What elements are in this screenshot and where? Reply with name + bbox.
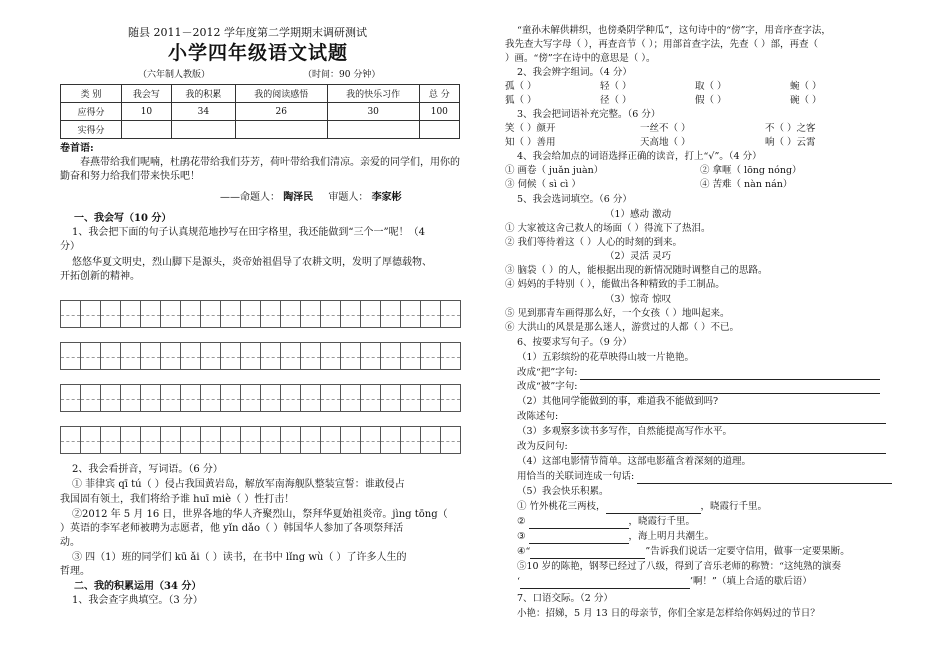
fill-sentence: ⑤ 见到那青车画得那么好，一个女孩（ ）地叫起来。 [505, 308, 730, 319]
writing-grid-cell[interactable] [440, 384, 461, 412]
question-r6: 6、按要求写句子。（9 分） [517, 337, 632, 348]
score-cell: 10 [122, 103, 172, 121]
rewrite-line [517, 410, 886, 424]
grid-guide-line [61, 441, 80, 442]
grid-guide-line [321, 357, 340, 358]
score-header-cell: 类 别 [61, 85, 122, 103]
grid-guide-line [381, 357, 400, 358]
score-table [60, 84, 460, 139]
writing-grid-cell[interactable] [280, 384, 301, 412]
grid-guide-line [281, 399, 300, 400]
reviewer-prefix: 审题人： [328, 192, 369, 203]
grid-guide-line [401, 315, 420, 316]
writing-grid-cell[interactable] [140, 426, 161, 454]
grid-guide-line [61, 315, 80, 316]
xiehouyu-line-cont [517, 575, 812, 589]
grid-guide-line [421, 315, 440, 316]
word-item: 碗（ ） [790, 95, 822, 106]
writing-grid-cell[interactable] [100, 384, 121, 412]
writing-grid-cell[interactable] [280, 342, 301, 370]
dict-question-end: ）画。“傍”字在诗中的意思是（ ）。 [505, 53, 656, 64]
word-choice: （3）惊奇 惊叹 [605, 294, 672, 305]
writing-grid-cell[interactable] [260, 300, 281, 328]
section2-heading: 二、我的积累运用（34 分） [74, 581, 202, 592]
writing-grid-cell[interactable] [80, 384, 101, 412]
author-name: 陶泽民 [283, 192, 314, 203]
idiom-item: 天高地（ ） [640, 137, 691, 148]
grid-guide-line [341, 399, 360, 400]
writing-grid-cell[interactable] [340, 384, 361, 412]
writing-grid-cell[interactable] [420, 342, 441, 370]
idiom-item: 笑（ ）颜开 [505, 123, 556, 134]
grid-guide-line [221, 399, 240, 400]
rewrite-label: 改为反问句: [517, 441, 568, 452]
grid-guide-line [201, 399, 220, 400]
answer-blank[interactable] [561, 412, 886, 424]
grid-guide-line [341, 315, 360, 316]
writing-grid-cell[interactable] [240, 384, 261, 412]
writing-grid-cell[interactable] [60, 300, 81, 328]
writing-grid-cell[interactable] [260, 384, 281, 412]
grid-guide-line [201, 315, 220, 316]
writing-grid-cell[interactable] [160, 426, 181, 454]
grid-guide-line [81, 441, 100, 442]
grid-guide-line [61, 399, 80, 400]
writing-grid-cell[interactable] [420, 300, 441, 328]
word-item: 假（ ） [695, 95, 727, 106]
idiom-item: 不（ ）之客 [765, 123, 816, 134]
answer-blank[interactable] [571, 442, 886, 454]
writing-grid-cell[interactable] [160, 342, 181, 370]
copy-passage: 悠悠华夏文明史，烈山脚下是源头，炎帝始祖倡导了农耕文明，发明了厚德载物、 [72, 257, 432, 268]
preface-text: 春燕带给我们呢喃，杜鹃花带给我们芬芳，荷叶带给我们清凉。亲爱的同学们，用你的勤奋和努力给我们带来快乐吧！ [60, 157, 460, 182]
writing-grid-cell[interactable] [140, 384, 161, 412]
writing-grid-cell[interactable] [200, 384, 221, 412]
pinyin-item: ① 画卷（ juǎn juàn） [505, 165, 604, 176]
poem-text: ，海上明月共潮生。 [628, 531, 715, 542]
accumulate-prompt: （5）我会快乐积累。 [517, 486, 609, 497]
grid-guide-line [141, 315, 160, 316]
rewrite-line [517, 470, 892, 484]
idiom-item: 一丝不（ ） [640, 123, 691, 134]
writing-grid-cell[interactable] [320, 384, 341, 412]
score-input-cell[interactable] [171, 121, 235, 139]
idiom-row [505, 136, 816, 150]
writing-grid-cell[interactable] [220, 300, 241, 328]
grid-guide-line [361, 315, 380, 316]
writing-grid-cell[interactable] [300, 342, 321, 370]
grid-guide-line [321, 441, 340, 442]
answer-blank[interactable] [580, 368, 880, 380]
score-input-cell[interactable] [419, 121, 459, 139]
fill-sentence: ④ 妈妈的手特别（ ），能做出各种精致的手工制品。 [505, 279, 725, 290]
writing-grid-cell[interactable] [80, 300, 101, 328]
grid-guide-line [141, 357, 160, 358]
grid-guide-line [261, 441, 280, 442]
rewrite-line [517, 440, 886, 454]
score-cell: 34 [171, 103, 235, 121]
score-header-cell: 我会写 [122, 85, 172, 103]
writing-grid-cell[interactable] [300, 426, 321, 454]
grid-guide-line [181, 441, 200, 442]
writing-grid-cell[interactable] [100, 300, 121, 328]
grid-guide-line [161, 357, 180, 358]
writing-grid-cell[interactable] [440, 426, 461, 454]
grid-guide-line [141, 399, 160, 400]
writing-grid-cell[interactable] [120, 342, 141, 370]
writing-grid-row[interactable] [60, 384, 462, 414]
score-input-cell[interactable] [122, 121, 172, 139]
pinyin-row [505, 178, 792, 192]
question-r2: 2、我会辨字组词。（4 分） [517, 67, 632, 78]
grid-guide-line [81, 357, 100, 358]
writing-grid-cell[interactable] [180, 342, 201, 370]
writing-grid-cell[interactable] [340, 342, 361, 370]
grid-guide-line [101, 441, 120, 442]
word-item: 径（ ） [600, 95, 632, 106]
answer-blank[interactable] [580, 382, 880, 394]
writing-grid-cell[interactable] [180, 426, 201, 454]
grid-guide-line [361, 357, 380, 358]
writing-grid-cell[interactable] [80, 426, 101, 454]
grid-guide-line [401, 441, 420, 442]
grid-guide-line [441, 315, 460, 316]
rewrite-prompt: （4）这部电影情节简单。这部电影蕴含着深刻的道理。 [517, 456, 752, 467]
grid-guide-line [181, 357, 200, 358]
writing-grid-cell[interactable] [220, 384, 241, 412]
section2-q1: 1、我会查字典填空。（3 分） [72, 595, 203, 606]
writing-grid-cell[interactable] [340, 426, 361, 454]
grid-guide-line [441, 441, 460, 442]
rewrite-line [517, 366, 880, 380]
question-r3: 3、我会把词语补充完整。（6 分） [517, 109, 661, 120]
score-cell: 100 [419, 103, 459, 121]
grid-guide-line [161, 441, 180, 442]
writing-grid-cell[interactable] [160, 300, 181, 328]
pinyin-row [505, 164, 802, 178]
grid-guide-line [81, 315, 100, 316]
writing-grid-cell[interactable] [100, 426, 121, 454]
question-r4: 4、我会给加点的词语选择正确的读音，打上“√”。（4 分） [517, 151, 762, 162]
grid-guide-line [341, 441, 360, 442]
writing-grid-row[interactable] [60, 426, 462, 456]
word-item: 蜿（ ） [790, 81, 822, 92]
grid-guide-line [241, 357, 260, 358]
grid-guide-line [281, 357, 300, 358]
grid-guide-line [81, 399, 100, 400]
grid-guide-line [181, 315, 200, 316]
writing-grid-cell[interactable] [240, 426, 261, 454]
preface-label: 卷首语: [60, 143, 94, 154]
writing-grid-cell[interactable] [380, 426, 401, 454]
writing-grid-cell[interactable] [360, 426, 381, 454]
writing-grid-cell[interactable] [380, 342, 401, 370]
pinyin-item: ④ 苦难（ nàn nán） [700, 179, 793, 190]
dict-question: “童孙未解供耕织，也傍桑阴学种瓜”，这句诗中的“傍”字，用音序查字法， [517, 25, 831, 36]
grid-guide-line [61, 357, 80, 358]
score-input-cell[interactable] [327, 121, 419, 139]
edition-label: （六年制人教版） [138, 70, 211, 80]
exam-header: 随县 2011－2012 学年度第二学期期末调研测试 [128, 26, 367, 39]
xiehouyu-line: ⑤10 岁的陈艳，钢琴已经过了八级，得到了音乐老师的称赞：“这纯熟的演奏 [517, 561, 841, 572]
score-row-label: 应得分 [61, 103, 122, 121]
writing-grid-cell[interactable] [400, 384, 421, 412]
poem-text: ，晓霞行千里。 [700, 501, 768, 512]
writing-grid-cell[interactable] [200, 426, 221, 454]
proverb-text: ”告诉我们说话一定要守信用，做事一定要果断。 [645, 546, 850, 557]
score-table-row [61, 103, 460, 121]
idiom-item: 响（ ）云霄 [765, 137, 816, 148]
score-cell: 30 [327, 103, 419, 121]
writing-grid-cell[interactable] [60, 342, 81, 370]
score-header-cell: 我的积累 [171, 85, 235, 103]
question-r5: 5、我会选词填空。（6 分） [517, 194, 632, 205]
grid-guide-line [381, 315, 400, 316]
signature-prefix: ——命题人： [220, 192, 280, 203]
grid-guide-line [161, 315, 180, 316]
answer-blank[interactable] [637, 472, 892, 484]
writing-grid-cell[interactable] [200, 300, 221, 328]
grid-guide-line [281, 441, 300, 442]
poem-line: ③ ，海上明月共潮生。 [517, 531, 715, 542]
score-table-row [61, 121, 460, 139]
writing-grid-cell[interactable] [420, 426, 441, 454]
grid-guide-line [261, 315, 280, 316]
grid-guide-line [421, 357, 440, 358]
score-row-label: 实得分 [61, 121, 122, 139]
grid-guide-line [261, 399, 280, 400]
word-choice: （1）感动 激动 [605, 209, 672, 220]
grid-guide-line [301, 441, 320, 442]
writing-grid-cell[interactable] [60, 384, 81, 412]
writing-grid-cell[interactable] [260, 342, 281, 370]
word-row [505, 80, 822, 94]
writing-grid-row[interactable] [60, 300, 462, 330]
writing-grid-cell[interactable] [420, 384, 441, 412]
score-table-header [61, 85, 460, 103]
word-item: 孤（ ） [505, 81, 537, 92]
grid-guide-line [301, 315, 320, 316]
xiehouyu-text: ’啊！”（填上合适的歇后语） [690, 576, 812, 587]
preface-signature [220, 191, 402, 205]
grid-guide-line [241, 399, 260, 400]
answer-blank[interactable] [606, 502, 701, 514]
rewrite-line [517, 380, 880, 394]
word-row [505, 94, 822, 108]
grid-guide-line [201, 441, 220, 442]
grid-guide-line [301, 357, 320, 358]
question-2-s3-cont: 哲理。 [60, 566, 90, 577]
grid-guide-line [361, 441, 380, 442]
writing-grid-cell[interactable] [360, 300, 381, 328]
writing-grid-cell[interactable] [360, 342, 381, 370]
writing-grid-cell[interactable] [60, 426, 81, 454]
writing-grid-cell[interactable] [140, 300, 161, 328]
writing-grid-cell[interactable] [160, 384, 181, 412]
xiehouyu-prefix: ‘ [517, 576, 521, 587]
pinyin-item: ② 拿咂（ lōng nóng） [700, 165, 802, 176]
grid-guide-line [381, 441, 400, 442]
writing-grid-cell[interactable] [180, 384, 201, 412]
writing-grid-cell[interactable] [400, 342, 421, 370]
rewrite-prompt: （2）其他同学能做到的事，难道我不能做到吗? [517, 396, 719, 407]
grid-guide-line [121, 357, 140, 358]
score-input-cell[interactable] [235, 121, 327, 139]
grid-guide-line [381, 399, 400, 400]
grid-guide-line [101, 399, 120, 400]
grid-guide-line [261, 357, 280, 358]
writing-grid-cell[interactable] [240, 300, 261, 328]
writing-grid-cell[interactable] [320, 342, 341, 370]
grid-guide-line [401, 357, 420, 358]
copy-passage-cont: 开拓创新的精神。 [60, 271, 140, 282]
grid-guide-line [441, 399, 460, 400]
writing-grid-cell[interactable] [320, 426, 341, 454]
reviewer-name: 李家彬 [371, 192, 402, 203]
idiom-item: 知（ ）善用 [505, 137, 556, 148]
grid-guide-line [101, 357, 120, 358]
writing-grid-cell[interactable] [240, 342, 261, 370]
score-cell: 26 [235, 103, 327, 121]
writing-grid-cell[interactable] [120, 384, 141, 412]
grid-guide-line [161, 399, 180, 400]
score-header-cell: 我的阅读感悟 [235, 85, 327, 103]
writing-grid-cell[interactable] [180, 300, 201, 328]
question-r7: 7、口语交际。（2 分） [517, 593, 613, 604]
fill-sentence: ③ 脑袋（ ）的人，能根据出现的新情况随时调整自己的思路。 [505, 265, 768, 276]
grid-guide-line [221, 357, 240, 358]
grid-guide-line [441, 357, 460, 358]
writing-grid-cell[interactable] [220, 426, 241, 454]
rewrite-label: 用恰当的关联词连成一句话: [517, 471, 635, 482]
question-2-s3: ③ 四（1）班的同学们 kū ǎi（ ）读书，在书中 lǐng wù（ ）了许多人生的 [72, 552, 407, 563]
writing-grid-cell[interactable] [400, 426, 421, 454]
writing-grid-cell[interactable] [300, 384, 321, 412]
writing-grid-cell[interactable] [140, 342, 161, 370]
writing-grid-cell[interactable] [120, 426, 141, 454]
dialogue-text: 小艳：招娣，5 月 13 日的母亲节，你们全家是怎样给你妈妈过的节日？ [517, 608, 820, 619]
writing-grid-row[interactable] [60, 342, 462, 372]
question-1-cont: 分） [60, 241, 80, 252]
grid-guide-line [241, 315, 260, 316]
rewrite-label: 改成“把”字句: [517, 367, 578, 378]
grid-guide-line [301, 399, 320, 400]
writing-grid-cell[interactable] [340, 300, 361, 328]
grid-guide-line [241, 441, 260, 442]
answer-blank[interactable] [530, 547, 645, 559]
question-2-s2-end: 动。 [60, 537, 80, 548]
writing-grid-cell[interactable] [280, 426, 301, 454]
rewrite-prompt: （3）多观察多读书多写作，自然能提高写作水平。 [517, 426, 733, 437]
grid-guide-line [221, 441, 240, 442]
proverb-line [517, 545, 850, 559]
answer-blank[interactable] [520, 577, 690, 589]
question-2-s1: ① 菲律宾 qī tú（ ）侵占我国黄岩岛，解放军南海舰队整装宣誓：谁敢侵占 [72, 479, 405, 490]
poem-text: ，晓霞行千里。 [628, 516, 696, 527]
section1-heading: 一、我会写（10 分） [74, 213, 172, 224]
writing-grid-cell[interactable] [360, 384, 381, 412]
grid-guide-line [121, 399, 140, 400]
writing-grid-cell[interactable] [400, 300, 421, 328]
grid-guide-line [121, 441, 140, 442]
fill-sentence: ① 大家被这舍己救人的场面（ ）得流下了热泪。 [505, 223, 711, 234]
grid-guide-line [201, 357, 220, 358]
grid-guide-line [421, 399, 440, 400]
grid-guide-line [181, 399, 200, 400]
grid-guide-line [341, 357, 360, 358]
exam-title: 小学四年级语文试题 [168, 42, 349, 64]
proverb-prefix: ④“ [517, 546, 531, 557]
poem-line: ② ，晓霞行千里。 [517, 516, 696, 527]
rewrite-label: 改陈述句: [517, 411, 559, 422]
grid-guide-line [221, 315, 240, 316]
grid-guide-line [321, 399, 340, 400]
score-header-cell: 总 分 [419, 85, 459, 103]
rewrite-prompt: （1）五彩缤纷的花草映得山坡一片艳艳。 [517, 352, 695, 363]
poem-text: ① 竹外桃花三两枝， [517, 501, 606, 512]
writing-grid-cell[interactable] [280, 300, 301, 328]
writing-grid-cell[interactable] [100, 342, 121, 370]
writing-grid-cell[interactable] [320, 300, 341, 328]
writing-grid-cell[interactable] [260, 426, 281, 454]
grid-guide-line [101, 315, 120, 316]
answer-blank[interactable] [529, 517, 629, 529]
word-choice: （2）灵活 灵巧 [605, 251, 672, 262]
writing-grid-cell[interactable] [440, 342, 461, 370]
question-2-s2: ②2012 年 5 月 16 日，世界各地的华人齐聚烈山，祭拜华夏始祖炎帝。jìng tōng（ [72, 509, 448, 520]
writing-grid-cell[interactable] [120, 300, 141, 328]
writing-grid-cell[interactable] [300, 300, 321, 328]
grid-guide-line [121, 315, 140, 316]
question-1: 1、我会把下面的句子认真规范地抄写在田字格里，我还能做到“三个一”呢！（4 [72, 227, 425, 238]
time-label: （时间：90 分钟） [303, 70, 381, 80]
word-item: 轻（ ） [600, 81, 632, 92]
answer-blank[interactable] [529, 532, 629, 544]
grid-guide-line [421, 441, 440, 442]
grid-guide-line [321, 315, 340, 316]
writing-grid-cell[interactable] [380, 384, 401, 412]
writing-grid-cell[interactable] [200, 342, 221, 370]
word-item: 取（ ） [695, 81, 727, 92]
dict-question-cont: 我先查大写字母（ ），再查音节（ ）；用部首查字法，先查（ ）部，再查（ [505, 39, 819, 50]
question-2: 2、我会看拼音，写词语。（6 分） [72, 464, 223, 475]
idiom-row [505, 122, 816, 136]
fill-sentence: ② 我们等待着这（ ）人心的时刻的到来。 [505, 237, 683, 248]
grid-guide-line [361, 399, 380, 400]
rewrite-label: 改成“被”字句: [517, 381, 578, 392]
pinyin-item: ③ 伺候（ sì cì ） [505, 179, 581, 190]
writing-grid-cell[interactable] [440, 300, 461, 328]
question-2-s1-cont: 我国固有领土，我们将给予谁 huī miè（ ）性打击！ [60, 494, 295, 505]
writing-grid-cell[interactable] [380, 300, 401, 328]
word-item: 狐（ ） [505, 95, 537, 106]
writing-grid-cell[interactable] [80, 342, 101, 370]
grid-guide-line [401, 399, 420, 400]
writing-grid-cell[interactable] [220, 342, 241, 370]
poem-line [517, 500, 767, 514]
grid-guide-line [281, 315, 300, 316]
fill-sentence: ⑥ 大洪山的风景是那么迷人，游赏过的人都（ ）不已。 [505, 322, 740, 333]
question-2-s2-cont: ）英语的李军老师被聘为志愿者，他 yǐn dǎo（ ）韩国华人参加了各项祭拜活 [60, 523, 404, 534]
grid-guide-line [141, 441, 160, 442]
score-header-cell: 我的快乐习作 [327, 85, 419, 103]
